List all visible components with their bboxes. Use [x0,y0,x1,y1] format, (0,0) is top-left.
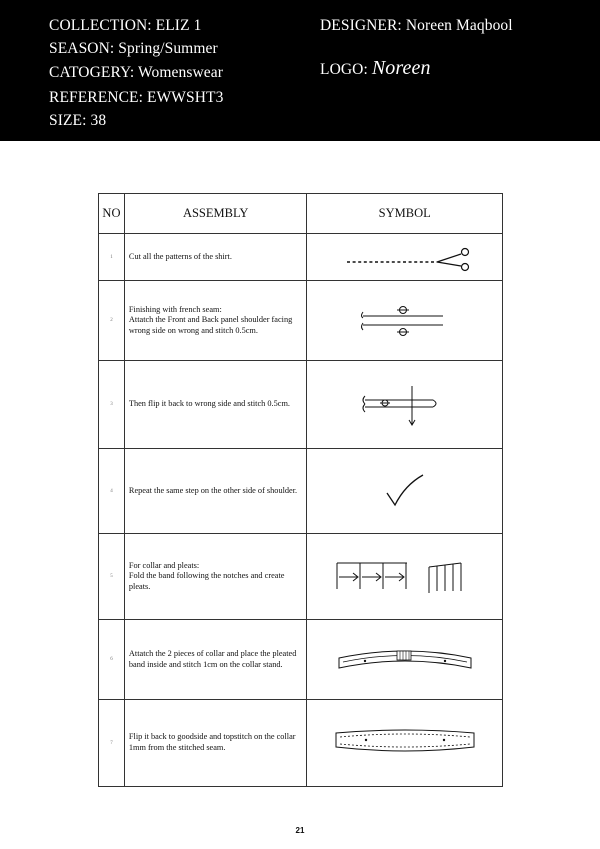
row-number: 7 [99,700,125,787]
collar-stand-icon [335,642,475,678]
season-label: SEASON: Spring/Summer [49,40,218,57]
row-number: 5 [99,534,125,620]
row-instruction: Attatch the 2 pieces of collar and place the pleated band inside and stitch 1cm on the collar stand. [124,620,307,700]
table-row [99,534,503,620]
row-symbol [307,620,503,700]
header-banner [0,0,600,141]
row-instruction: Repeat the same step on the other side of shoulder. [124,449,307,534]
designer-label: DESIGNER: Noreen Maqbool [320,17,513,34]
pleat-fold-icon [325,557,485,597]
table-row [99,620,503,700]
col-header-symbol: SYMBOL [307,194,503,234]
size-label: SIZE: 38 [49,112,107,129]
page-number: 21 [295,826,305,835]
row-symbol [307,234,503,281]
col-header-no: NO [99,194,125,234]
brand-logo: Noreen [371,57,431,79]
row-instruction: Finishing with french seam: Attatch the Front and Back panel shoulder facing wrong side on wrong and stitch 0.5cm. [124,281,307,361]
collection-label: COLLECTION: ELIZ 1 [49,17,202,34]
row-number: 3 [99,361,125,449]
checkmark-icon [375,471,435,511]
row-symbol [307,361,503,449]
row-instruction: Then flip it back to wrong side and stitch 0.5cm. [124,361,307,449]
row-symbol [307,534,503,620]
table-header-row [99,194,503,234]
row-number: 4 [99,449,125,534]
category-label: CATOGERY: Womenswear [49,64,223,81]
row-number: 1 [99,234,125,281]
table-row [99,361,503,449]
table-row [99,281,503,361]
table-row [99,700,503,787]
reference-label: REFERENCE: EWWSHT3 [49,89,224,106]
row-number: 2 [99,281,125,361]
scissors-cut-line-icon [335,242,475,272]
collar-topstitch-icon [330,725,480,761]
row-instruction: Flip it back to goodside and topstitch on the collar 1mm from the stitched seam. [124,700,307,787]
french-seam-stitch-icon [355,296,455,346]
table-row [99,234,503,281]
row-symbol [307,281,503,361]
col-header-assembly: ASSEMBLY [124,194,307,234]
assembly-table [98,193,503,787]
row-instruction: Cut all the patterns of the shirt. [124,234,307,281]
row-instruction: For collar and pleats: Fold the band following the notches and create pleats. [124,534,307,620]
row-symbol [307,449,503,534]
table-row [99,449,503,534]
row-number: 6 [99,620,125,700]
logo-row [320,57,431,80]
logo-label: LOGO: [320,61,368,78]
flip-seam-stitch-icon [355,380,455,430]
row-symbol [307,700,503,787]
